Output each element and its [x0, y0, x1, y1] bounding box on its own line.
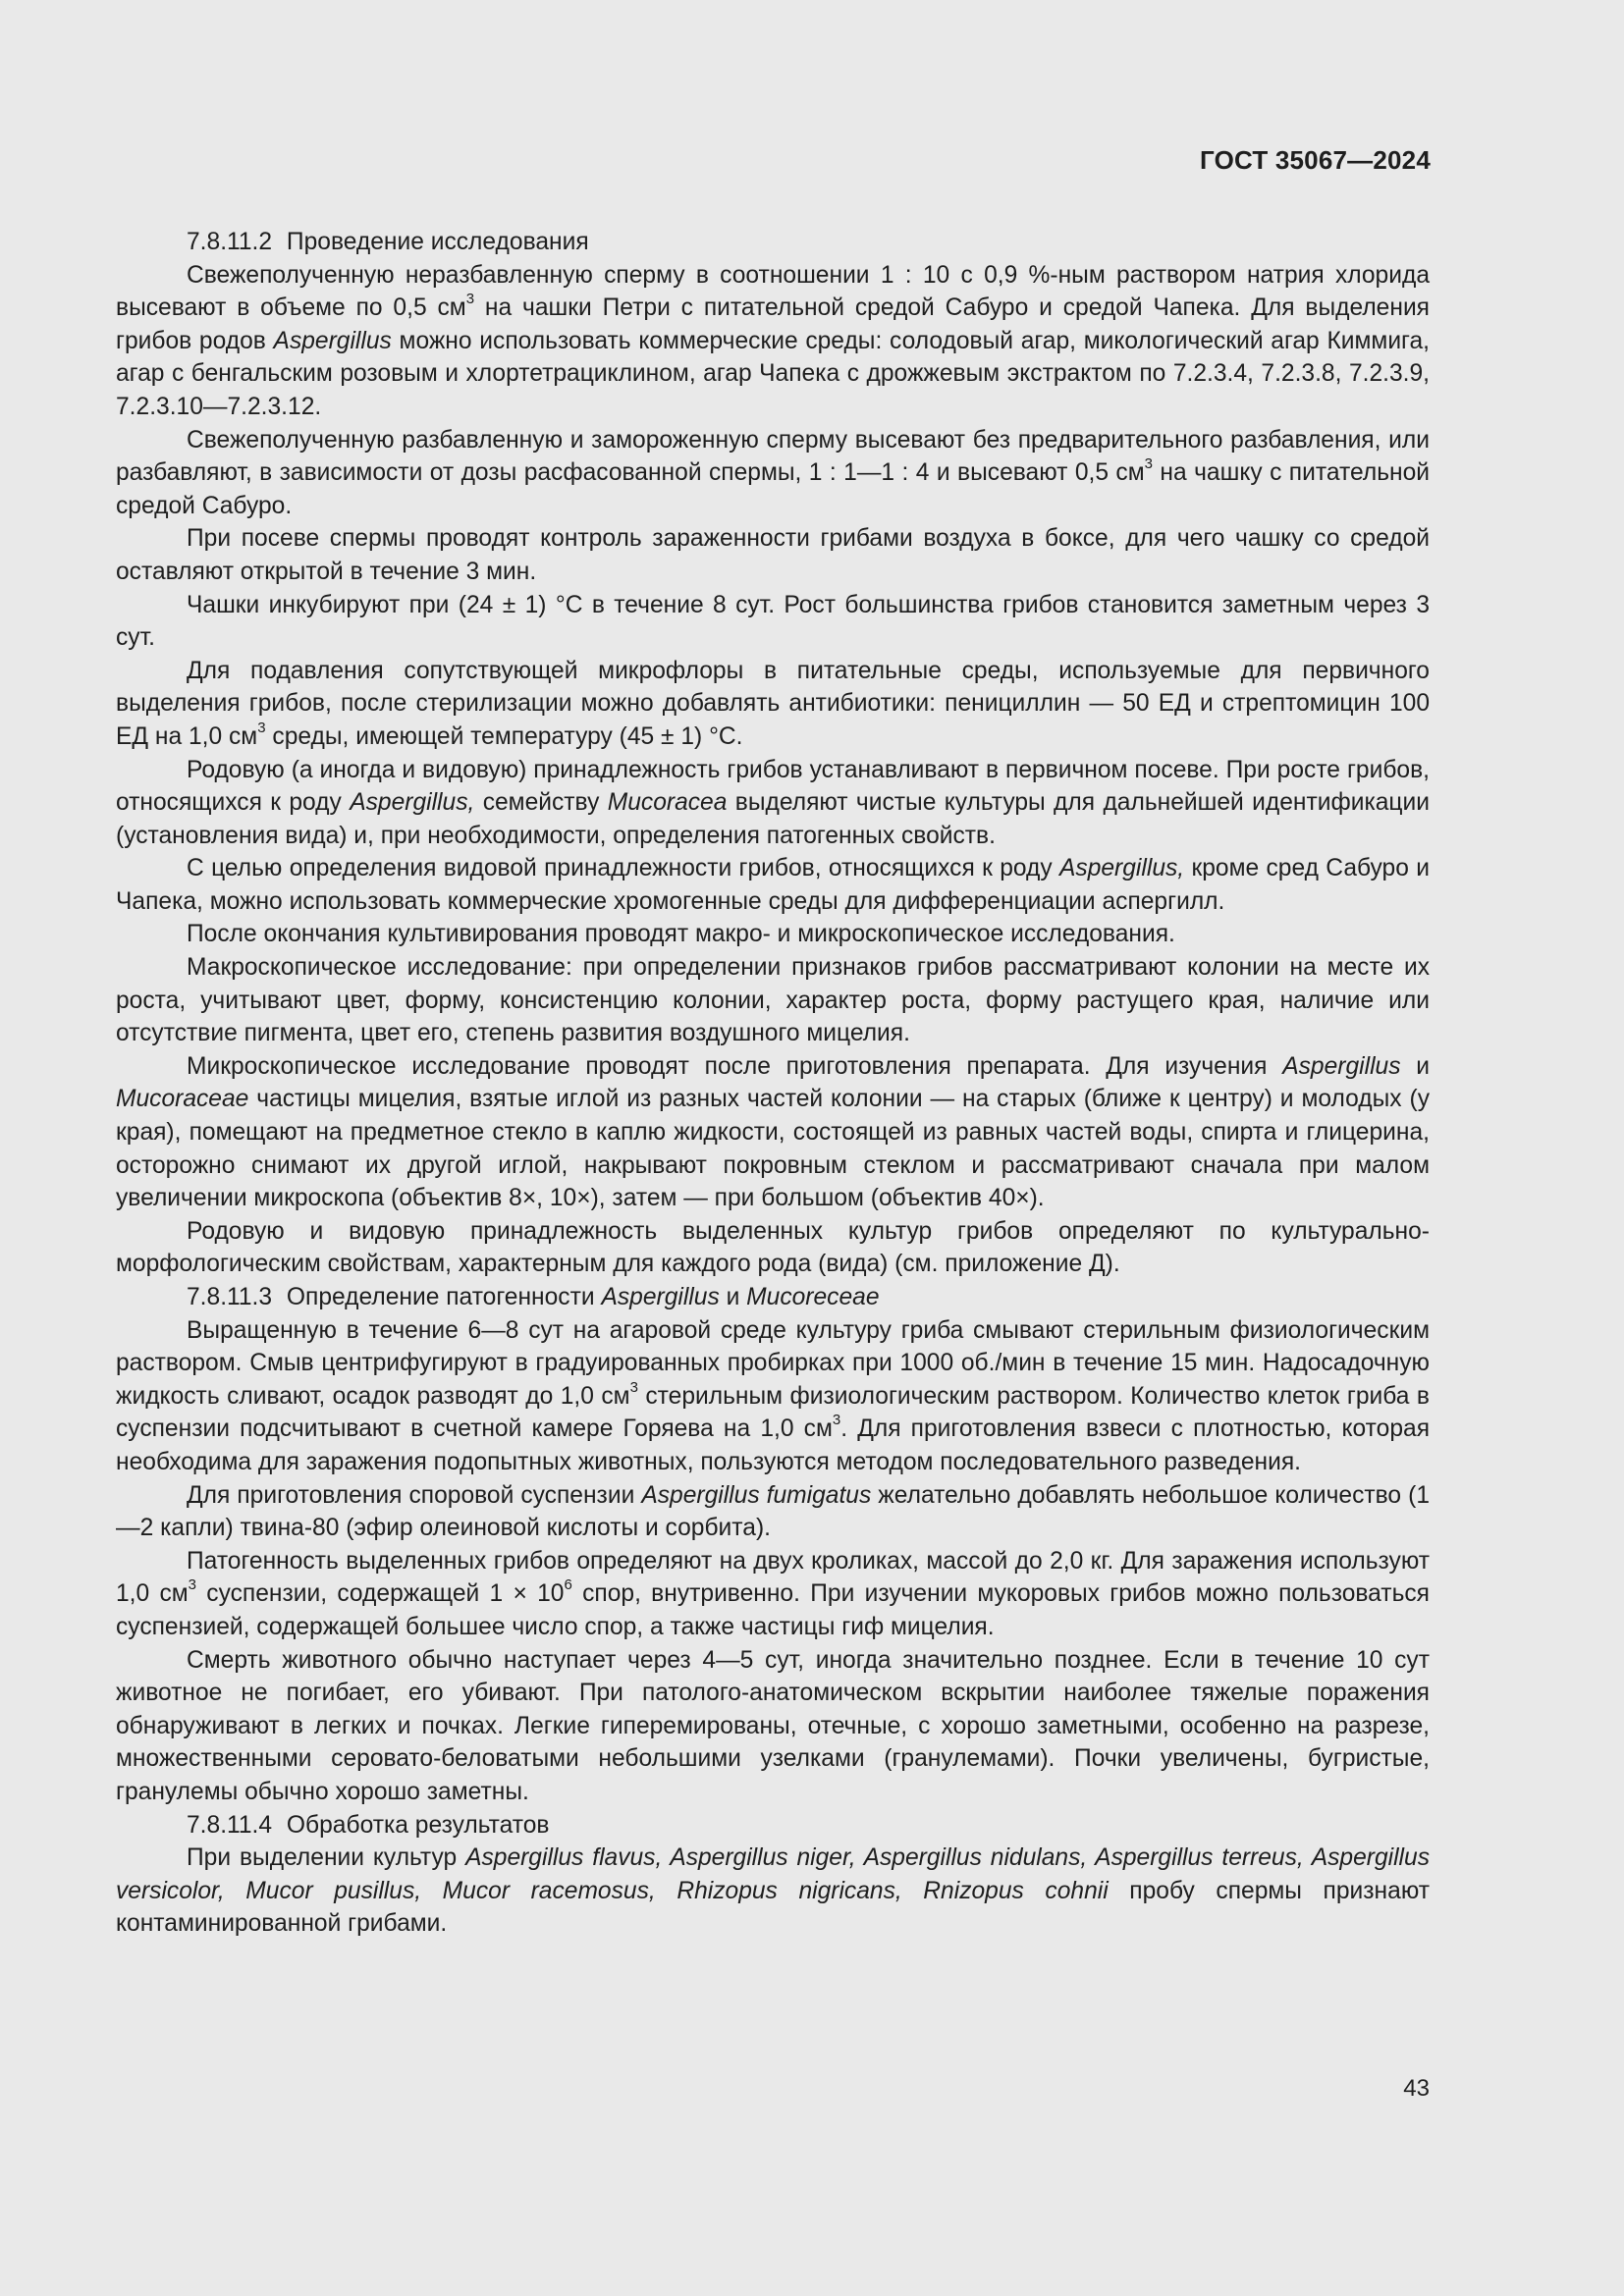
superscript: 6 — [564, 1576, 572, 1594]
page-number: 43 — [1403, 2075, 1430, 2102]
italic-term: Aspergillus — [601, 1284, 720, 1310]
section-heading-7-8-11-4 — [116, 1809, 1430, 1842]
section-title: Обработка результатов — [286, 1811, 550, 1839]
text-run: можно использовать коммерческие среды: солодовый агар, микологический агар Киммига, агар с бенгальским розовым и хлортетрациклином, агар Чапека с дрожжевым экстрактом по 7.2.3.4, 7.2.3.8, 7.2.3.9, 7.2.3.10—7.2.3.12. — [116, 327, 1430, 420]
text-run: на чашку с питательной средой Сабуро. — [116, 459, 1430, 519]
italic-term: Aspergillus, — [350, 789, 475, 817]
paragraph-1 — [116, 259, 1430, 424]
italic-term: Aspergillus fumigatus — [641, 1481, 872, 1509]
paragraph-3: При посеве спермы проводят контроль зараженности грибами воздуха в боксе, для чего чашку со средой оставляют открытой в течение 3 мин. — [116, 525, 1430, 585]
section-number: 7.8.11.3 — [187, 1284, 273, 1310]
paragraph-5 — [116, 655, 1430, 754]
text-run: на чашки Петри с питательной средой Сабуро и средой Чапека. Для выделения грибов родов — [116, 294, 1430, 354]
paragraph-9: Макроскопическое исследование: при определении признаков грибов рассматривают колонии на месте их роста, учитывают цвет, форму, консистенцию колонии, характер роста, форму растущего края, наличие или отсутствие пигмента, цвет его, степень развития воздушного мицелия. — [116, 954, 1430, 1047]
paragraph-4: Чашки инкубируют при (24 ± 1) °С в течение 8 сут. Рост большинства грибов становится заметным через 3 сут. — [116, 591, 1430, 652]
superscript: 3 — [465, 291, 475, 307]
paragraph-8: После окончания культивирования проводят макро- и микроскопическое исследования. — [187, 921, 1175, 948]
text-run: стерильным физиологическим раствором. Количество клеток гриба в суспензии подсчитывают в счетной камере Горяева на 1,0 см — [116, 1382, 1430, 1443]
superscript: 3 — [257, 719, 266, 736]
document-body — [116, 226, 1430, 1941]
italic-term: Mucoracea — [607, 789, 728, 817]
text-run: пробу спермы признают контаминированной грибами. — [116, 1877, 1430, 1938]
text-run: частицы мицелия, взятые иглой из разных частей колонии — на старых (ближе к центру) и молодых (у края), помещают на предметное стекло в каплю жидкости, состоящей из равных частей воды, спирта и глицерина, осторожно снимают их другой иглой, накрывают покровным стеклом и рассматривают сначала при малом увеличении микроскопа (объектив 8×, 10×), затем — при большом (объектив 40×). — [116, 1086, 1430, 1212]
italic-term: Aspergillus — [273, 327, 392, 354]
paragraph-16 — [116, 1842, 1430, 1941]
section-number: 7.8.11.4 — [187, 1811, 273, 1839]
italic-term: Mucoreceae — [746, 1284, 880, 1310]
text-run: спор, внутривенно. При изучении мукоровых грибов можно пользоваться суспензией, содержащей большее число спор, а также частицы гиф мицелия. — [116, 1580, 1430, 1640]
text-run: Для подавления сопутствующей микрофлоры в питательные среды, используемые для первичного выделения грибов, после стерилизации можно добавлять антибиотики: пенициллин — 50 ЕД и стрептомицин 100 ЕД на 1,0 см — [116, 657, 1430, 750]
section-title: Определение патогенности — [286, 1284, 602, 1310]
italic-term: Aspergillus, — [1059, 855, 1185, 882]
paragraph-2 — [116, 424, 1430, 523]
italic-term: Aspergillus flavus, Aspergillus niger, Aspergillus nidulans, Aspergillus terreus, Aspergillus versicolor, Mucor pusillus, Mucor racemosus, Rhizopus nigricans, Rnizopus cohnii — [116, 1844, 1430, 1904]
paragraph-10 — [116, 1050, 1430, 1215]
text-run: Родовую (а иногда и видовую) принадлежность грибов устанавливают в первичном посеве. При росте грибов, относящихся к роду — [116, 756, 1430, 817]
text-run: Свежеполученную разбавленную и замороженную сперму высевают без предварительного разбавления, или разбавляют, в зависимости от дозы расфасованной спермы, 1 : 1—1 : 4 и высевают 0,5 см — [116, 426, 1430, 487]
text-run: Для приготовления споровой суспензии — [187, 1481, 642, 1509]
paragraph-14 — [116, 1545, 1430, 1644]
text-run: выделяют чистые культуры для дальнейшей идентификации (установления вида) и, при необходимости, определения патогенных свойств. — [116, 789, 1430, 849]
paragraph-7 — [116, 852, 1430, 918]
section-number: 7.8.11.2 — [187, 229, 273, 255]
italic-term: Aspergillus — [1282, 1052, 1401, 1080]
paragraph-15: Смерть животного обычно наступает через 4—5 сут, иногда значительно позднее. Если в течение 10 сут животное не погибает, его убивают. При патолого-анатомическом вскрытии наиболее тяжелые поражения обнаруживают в легких и почках. Легкие гиперемированы, отечные, с хорошо заметными, особенно на разрезе, множественными серовато-беловатыми небольшими узелками (гранулемами). Почки увеличены, бугристые, гранулемы обычно хорошо заметны. — [116, 1646, 1430, 1805]
text-run: желательно добавлять небольшое количество (1—2 капли) твина-80 (эфир олеиновой кислоты и сорбита). — [116, 1481, 1430, 1542]
text-run: . Для приготовления взвеси с плотностью, которая необходима для заражения подопытных животных, пользуются методом последовательного разведения. — [116, 1415, 1431, 1475]
superscript: 3 — [1144, 454, 1153, 472]
paragraph-11: Родовую и видовую принадлежность выделенных культур грибов определяют по культурально-морфологическим свойствам, характерным для каждого рода (вида) (см. приложение Д). — [116, 1217, 1430, 1278]
paragraph-12 — [116, 1314, 1430, 1479]
text-run: С целью определения видовой принадлежности грибов, относящихся к роду — [187, 855, 1059, 882]
text-run: и — [1400, 1052, 1430, 1080]
section-title: Проведение исследования — [286, 229, 589, 255]
superscript: 3 — [832, 1412, 841, 1429]
text-run: семейству — [474, 789, 608, 817]
text-run: кроме сред Сабуро и Чапека, можно использовать коммерческие хромогенные среды для дифференциации аспергилл. — [116, 855, 1430, 915]
section-heading-7-8-11-2 — [116, 226, 1430, 259]
document-code-header: ГОСТ 35067—2024 — [1200, 145, 1431, 175]
text-run: При выделении культур — [187, 1844, 466, 1872]
text-run: Патогенность выделенных грибов определяют на двух кроликах, массой до 2,0 кг. Для заражения используют 1,0 см — [116, 1547, 1430, 1608]
superscript: 3 — [188, 1576, 197, 1594]
text-run: Микроскопическое исследование проводят после приготовления препарата. Для изучения — [187, 1052, 1283, 1080]
paragraph-6 — [116, 754, 1430, 853]
superscript: 3 — [629, 1378, 638, 1396]
text-run: суспензии, содержащей 1 × 10 — [196, 1580, 565, 1608]
text-run: среды, имеющей температуру (45 ± 1) °С. — [265, 722, 743, 750]
text-run: Свежеполученную неразбавленную сперму в соотношении 1 : 10 с 0,9 %-ным раствором натрия хлорида высевают в объеме по 0,5 см — [116, 261, 1430, 322]
text-run: Выращенную в течение 6—8 сут на агаровой среде культуру гриба смывают стерильным физиологическим раствором. Смыв центрифугируют в градуированных пробирках при 1000 об./мин в течение 15 мин. Надосадочную жидкость сливают, осадок разводят до 1,0 см — [116, 1316, 1430, 1410]
section-heading-7-8-11-3 — [116, 1281, 1430, 1314]
section-title: и — [719, 1284, 747, 1310]
paragraph-13 — [116, 1479, 1430, 1545]
italic-term: Mucoraceae — [116, 1086, 249, 1113]
